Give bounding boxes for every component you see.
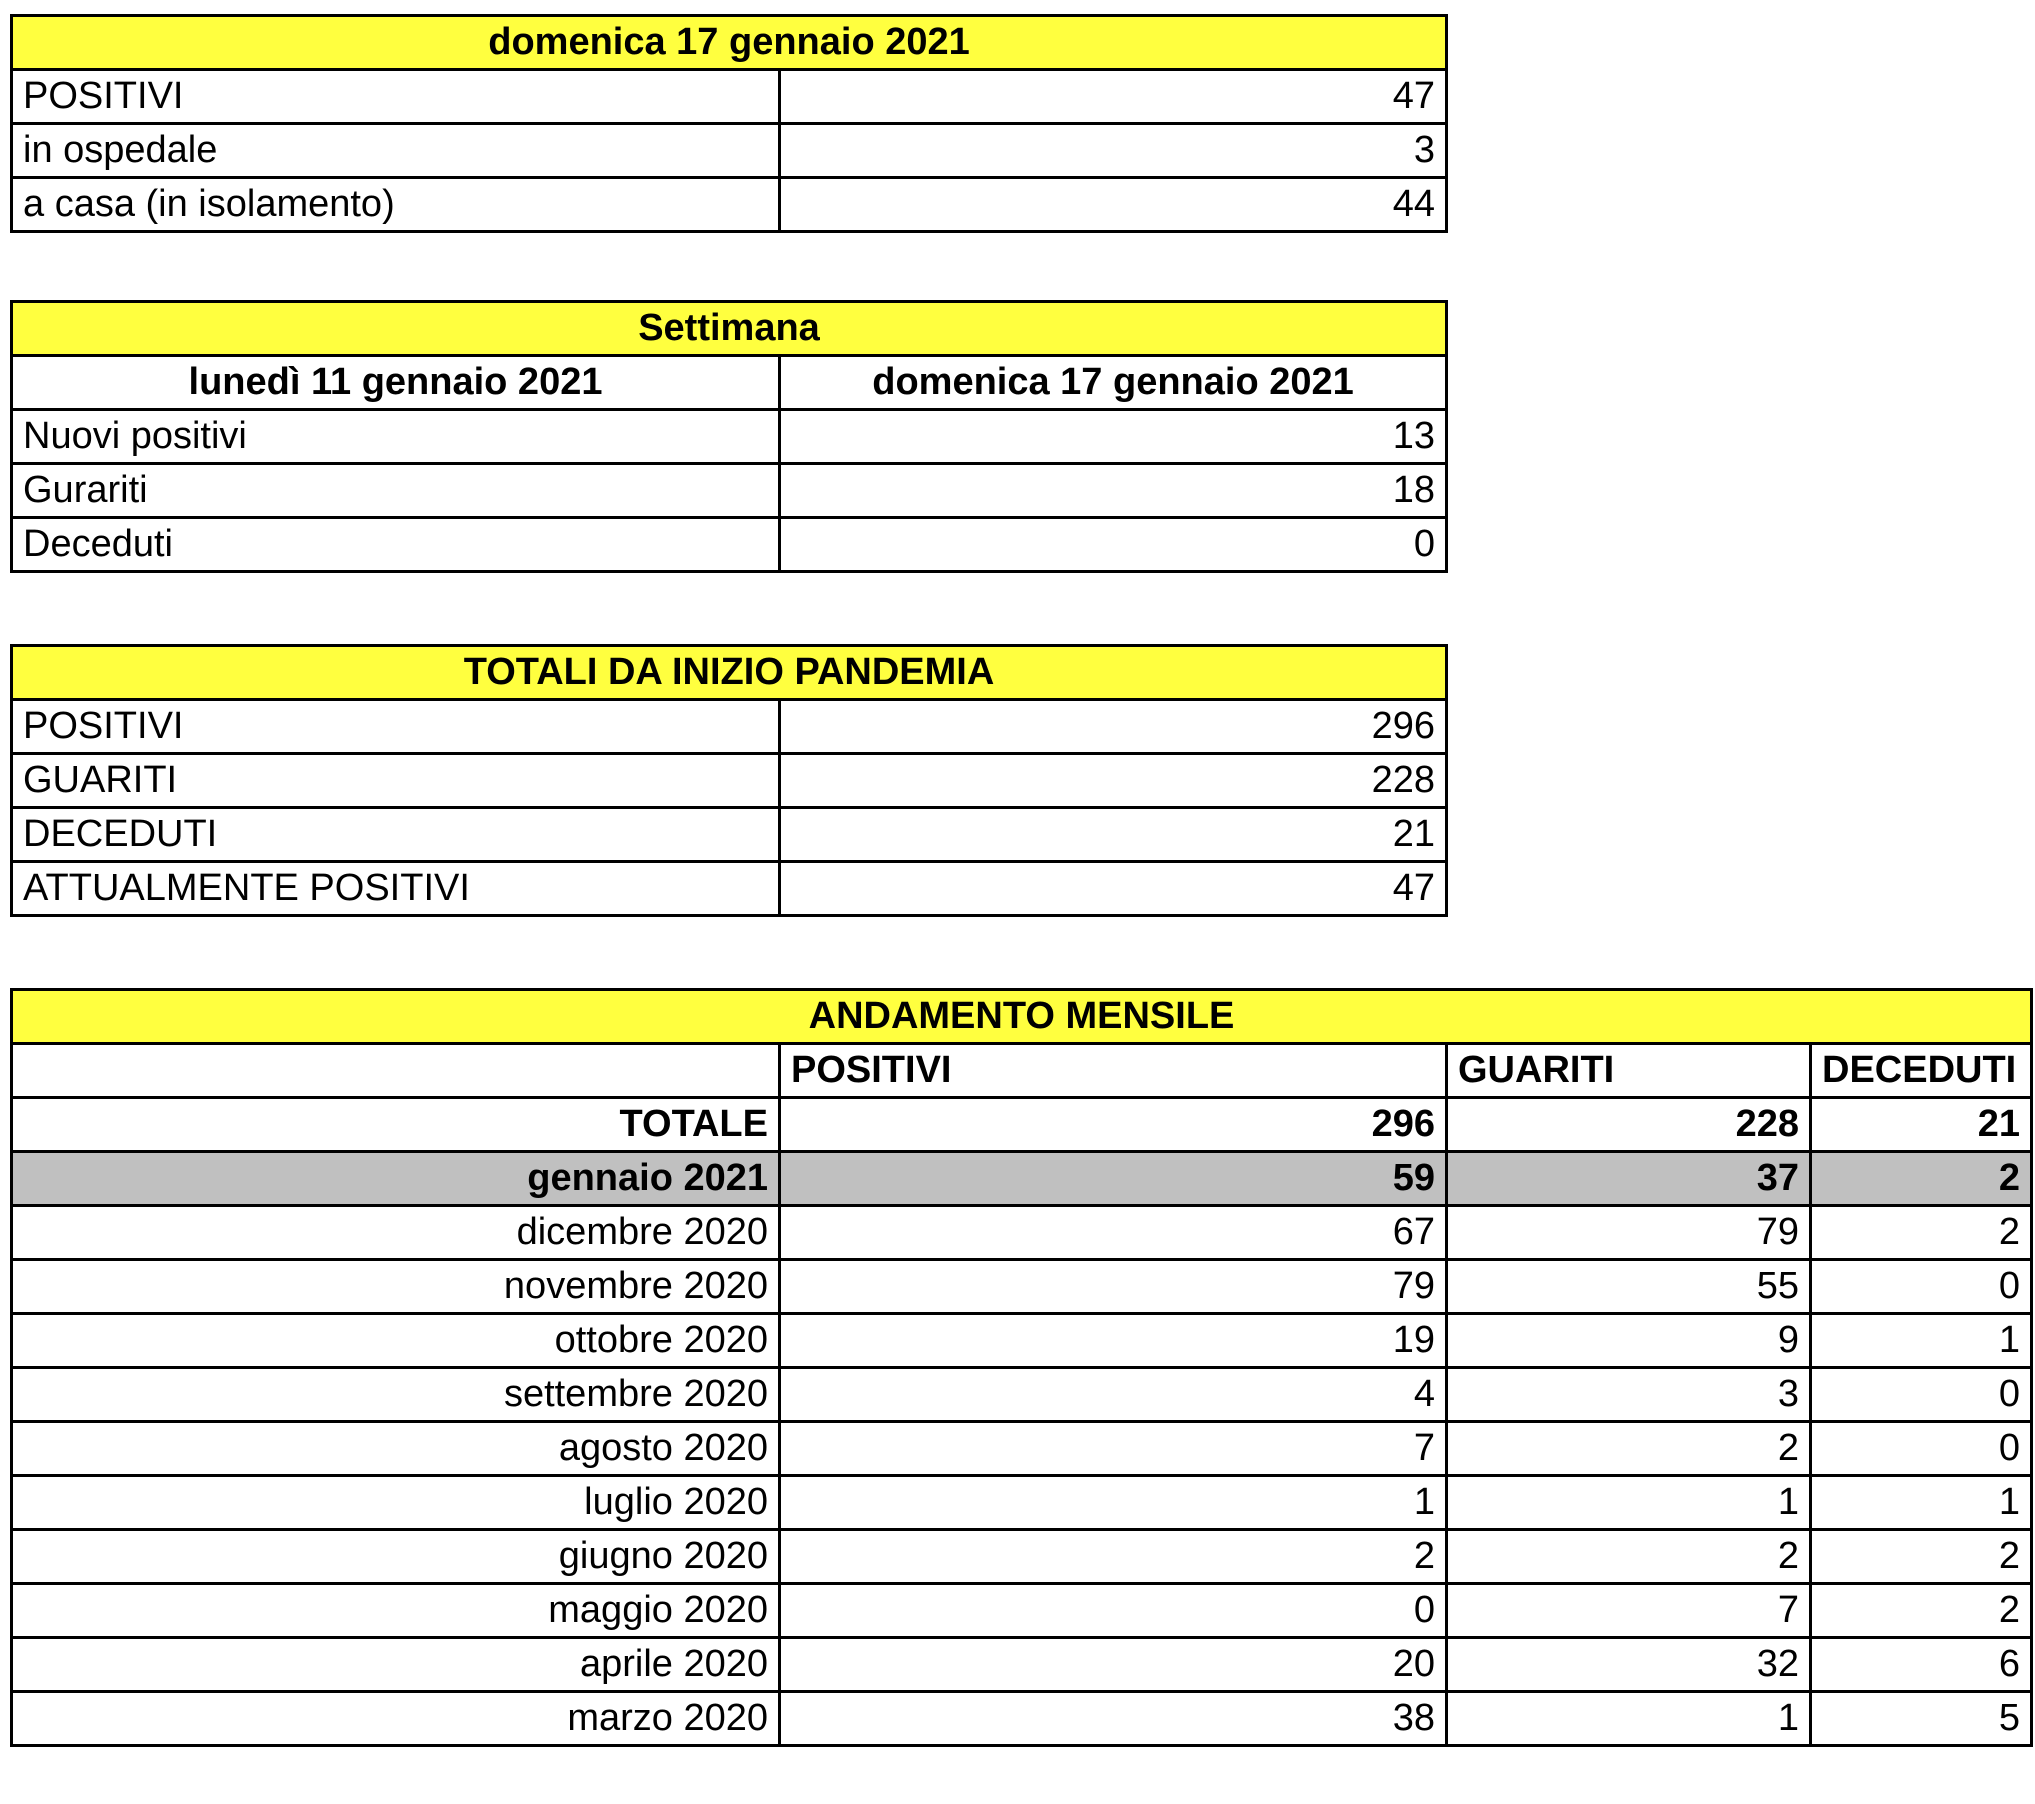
column-header-positivi: POSITIVI [780, 1044, 1447, 1098]
month-deceduti: 0 [1811, 1422, 2032, 1476]
table-row [12, 754, 1447, 808]
week-title: Settimana [12, 302, 1447, 356]
row-value: 3 [780, 124, 1447, 178]
table-row [12, 410, 1447, 464]
totals-table [10, 644, 1448, 917]
month-label: settembre 2020 [12, 1368, 780, 1422]
month-deceduti: 1 [1811, 1476, 2032, 1530]
row-value: 44 [780, 178, 1447, 232]
month-deceduti: 5 [1811, 1692, 2032, 1746]
month-deceduti: 2 [1811, 1530, 2032, 1584]
month-label: ottobre 2020 [12, 1314, 780, 1368]
table-row [12, 1314, 2032, 1368]
total-label: TOTALE [12, 1098, 780, 1152]
month-guariti: 7 [1447, 1584, 1811, 1638]
today-title: domenica 17 gennaio 2021 [12, 16, 1447, 70]
month-guariti: 32 [1447, 1638, 1811, 1692]
row-value: 13 [780, 410, 1447, 464]
month-guariti: 3 [1447, 1368, 1811, 1422]
row-value: 47 [780, 862, 1447, 916]
row-label: Nuovi positivi [12, 410, 780, 464]
month-deceduti: 2 [1811, 1206, 2032, 1260]
table-row [12, 124, 1447, 178]
week-to-date: domenica 17 gennaio 2021 [780, 356, 1447, 410]
table-row [12, 464, 1447, 518]
week-from-date: lunedì 11 gennaio 2021 [12, 356, 780, 410]
total-positivi: 296 [780, 1098, 1447, 1152]
table-row [12, 862, 1447, 916]
month-guariti: 1 [1447, 1476, 1811, 1530]
month-label: marzo 2020 [12, 1692, 780, 1746]
table-row [12, 1422, 2032, 1476]
row-value: 47 [780, 70, 1447, 124]
table-row [12, 178, 1447, 232]
week-summary-table [10, 300, 1448, 573]
month-positivi: 2 [780, 1530, 1447, 1584]
month-positivi: 79 [780, 1260, 1447, 1314]
month-deceduti: 0 [1811, 1260, 2032, 1314]
row-label: DECEDUTI [12, 808, 780, 862]
row-value: 296 [780, 700, 1447, 754]
column-header-guariti: GUARITI [1447, 1044, 1811, 1098]
today-summary-table [10, 14, 1448, 233]
row-label: Gurariti [12, 464, 780, 518]
row-label: POSITIVI [12, 70, 780, 124]
month-positivi: 7 [780, 1422, 1447, 1476]
table-row [12, 808, 1447, 862]
month-label: luglio 2020 [12, 1476, 780, 1530]
month-guariti: 1 [1447, 1692, 1811, 1746]
row-value: 0 [780, 518, 1447, 572]
month-positivi: 67 [780, 1206, 1447, 1260]
month-deceduti: 6 [1811, 1638, 2032, 1692]
table-row-current-month [12, 1152, 2032, 1206]
month-positivi: 1 [780, 1476, 1447, 1530]
monthly-trend-table [10, 988, 2033, 1747]
month-guariti: 2 [1447, 1422, 1811, 1476]
table-row [12, 700, 1447, 754]
table-row [12, 70, 1447, 124]
total-row [12, 1098, 2032, 1152]
row-label: GUARITI [12, 754, 780, 808]
total-deceduti: 21 [1811, 1098, 2032, 1152]
column-header-empty [12, 1044, 780, 1098]
row-value: 18 [780, 464, 1447, 518]
table-row [12, 1530, 2032, 1584]
table-row [12, 1368, 2032, 1422]
row-label: a casa (in isolamento) [12, 178, 780, 232]
month-label: agosto 2020 [12, 1422, 780, 1476]
table-row [12, 1584, 2032, 1638]
month-positivi: 0 [780, 1584, 1447, 1638]
month-deceduti: 2 [1811, 1152, 2032, 1206]
row-label: Deceduti [12, 518, 780, 572]
month-label: aprile 2020 [12, 1638, 780, 1692]
row-value: 21 [780, 808, 1447, 862]
row-label: in ospedale [12, 124, 780, 178]
month-guariti: 55 [1447, 1260, 1811, 1314]
month-guariti: 79 [1447, 1206, 1811, 1260]
month-label: gennaio 2021 [12, 1152, 780, 1206]
month-guariti: 2 [1447, 1530, 1811, 1584]
month-label: dicembre 2020 [12, 1206, 780, 1260]
month-deceduti: 0 [1811, 1368, 2032, 1422]
table-row [12, 518, 1447, 572]
month-guariti: 37 [1447, 1152, 1811, 1206]
table-row [12, 1638, 2032, 1692]
month-label: giugno 2020 [12, 1530, 780, 1584]
column-headers [12, 1044, 2032, 1098]
month-label: novembre 2020 [12, 1260, 780, 1314]
month-positivi: 59 [780, 1152, 1447, 1206]
table-row [12, 1206, 2032, 1260]
month-deceduti: 2 [1811, 1584, 2032, 1638]
row-label: POSITIVI [12, 700, 780, 754]
row-label: ATTUALMENTE POSITIVI [12, 862, 780, 916]
table-row [12, 1260, 2032, 1314]
month-positivi: 19 [780, 1314, 1447, 1368]
totals-title: TOTALI DA INIZIO PANDEMIA [12, 646, 1447, 700]
row-value: 228 [780, 754, 1447, 808]
column-header-deceduti: DECEDUTI [1811, 1044, 2032, 1098]
month-positivi: 38 [780, 1692, 1447, 1746]
monthly-title: ANDAMENTO MENSILE [12, 990, 2032, 1044]
table-row [12, 1692, 2032, 1746]
month-positivi: 20 [780, 1638, 1447, 1692]
table-row [12, 1476, 2032, 1530]
month-label: maggio 2020 [12, 1584, 780, 1638]
month-deceduti: 1 [1811, 1314, 2032, 1368]
total-guariti: 228 [1447, 1098, 1811, 1152]
month-guariti: 9 [1447, 1314, 1811, 1368]
month-positivi: 4 [780, 1368, 1447, 1422]
